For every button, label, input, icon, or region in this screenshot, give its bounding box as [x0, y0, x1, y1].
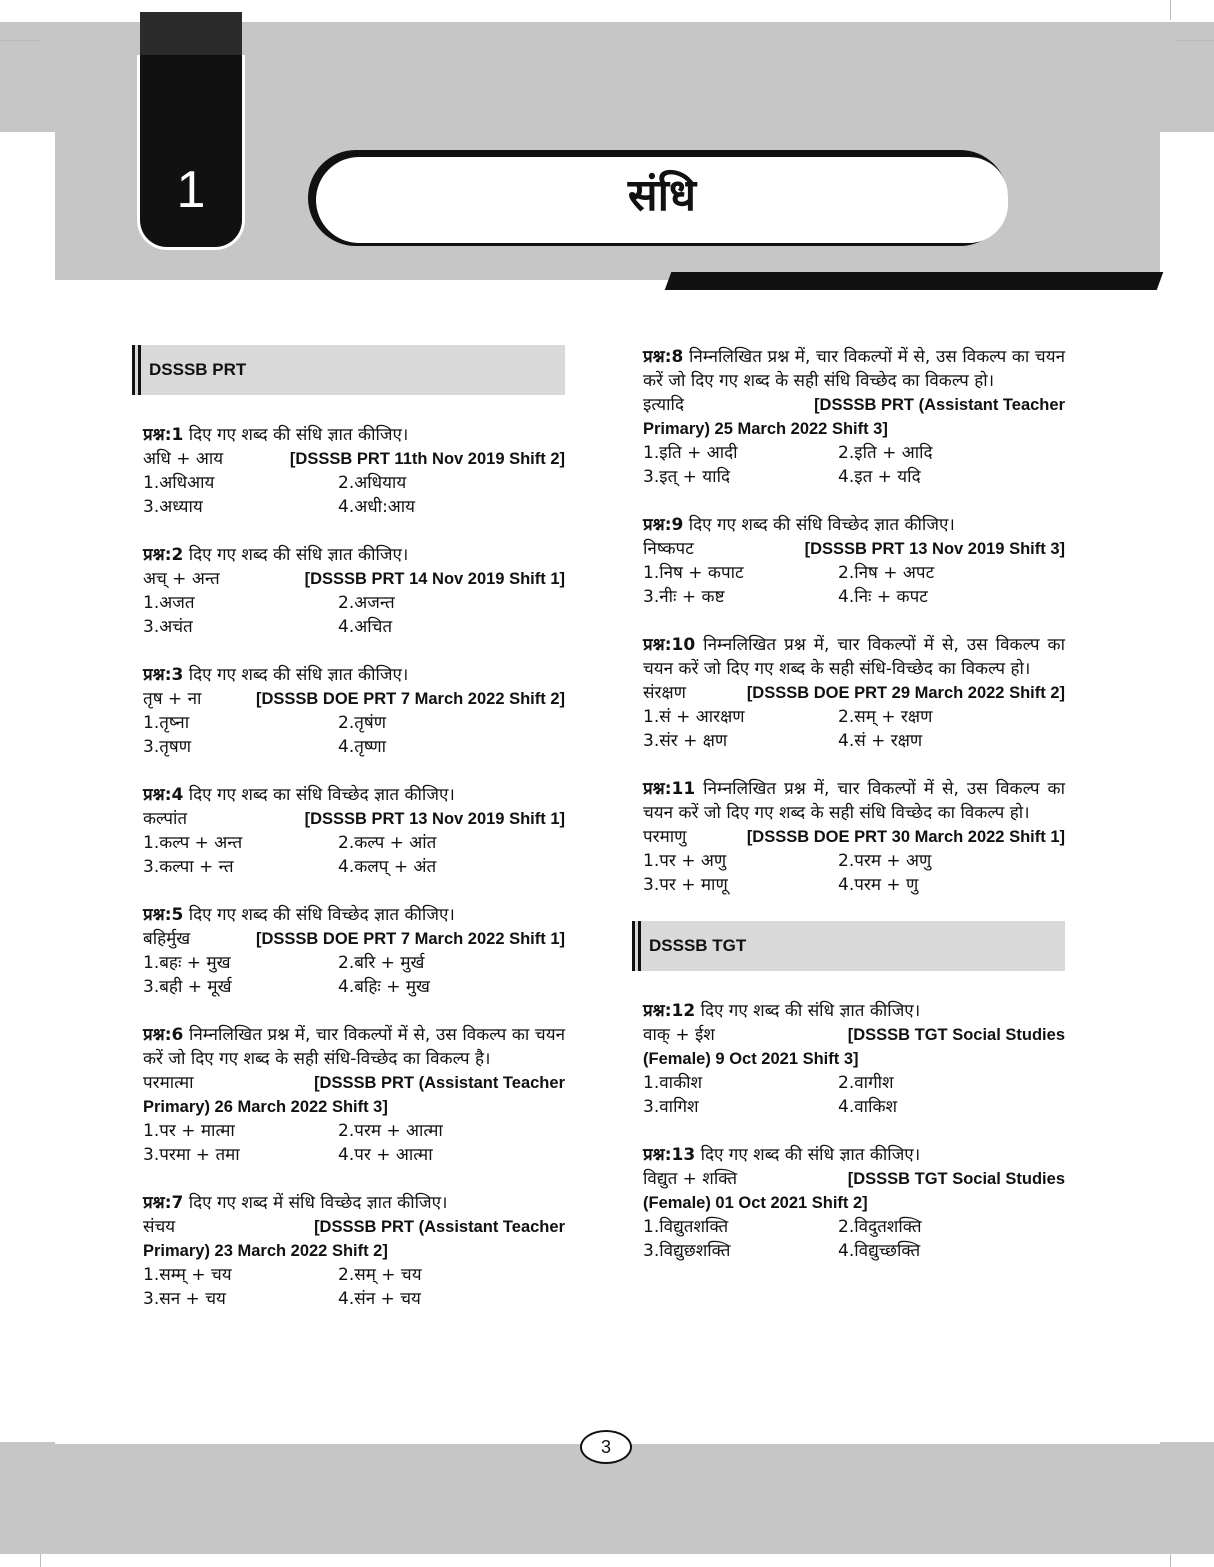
option: 2.कल्प + आंत: [338, 833, 437, 853]
left-column: [143, 345, 565, 1335]
question-source: [DSSSB PRT (Assistant Teacher: [314, 1074, 565, 1092]
chapter-number: 1: [176, 161, 206, 219]
option: 2.बरि + मुर्ख: [338, 953, 425, 973]
question-text: दिए गए शब्द की संधि ज्ञात कीजिए।: [188, 545, 409, 565]
option: 2.विदुतशक्ति: [838, 1217, 922, 1237]
question-text: दिए गए शब्द की संधि ज्ञात कीजिए।: [700, 1001, 921, 1021]
option: 1.पर + अणु: [643, 851, 727, 871]
section-header: [135, 345, 565, 395]
option: 2.अजन्त: [338, 593, 395, 613]
question-source: [DSSSB TGT Social Studies: [847, 1026, 1065, 1044]
question-text: दिए गए शब्द की संधि विच्छेद ज्ञात कीजिए।: [688, 515, 955, 535]
question: [143, 543, 565, 639]
question-label: प्रश्न:2: [143, 545, 184, 565]
question-text: दिए गए शब्द की संधि ज्ञात कीजिए।: [188, 425, 409, 445]
question-label: प्रश्न:1: [143, 425, 184, 445]
question: [143, 423, 565, 519]
question-source: [DSSSB PRT (Assistant Teacher: [314, 1218, 565, 1236]
question-text: दिए गए शब्द की संधि विच्छेद ज्ञात कीजिए।: [188, 905, 455, 925]
page-number: 3: [580, 1430, 632, 1464]
question-source: [DSSSB PRT (Assistant Teacher: [814, 396, 1065, 414]
question: [643, 1143, 1065, 1263]
question-label: प्रश्न:7: [143, 1193, 184, 1213]
option: 1.वाकीश: [643, 1073, 703, 1093]
crop-mark: [0, 40, 40, 41]
question-word: संरक्षण: [643, 683, 686, 703]
option: 3.सन + चय: [143, 1289, 226, 1309]
option: 4.तृष्णा: [338, 737, 387, 757]
option: 4.पर + आत्मा: [338, 1145, 433, 1165]
option: 1.पर + मात्मा: [143, 1121, 235, 1141]
question: [643, 345, 1065, 489]
question-source: [DSSSB PRT 11th Nov 2019 Shift 2]: [289, 450, 565, 468]
question-source-cont: (Female) 9 Oct 2021 Shift 3]: [643, 1050, 859, 1068]
option: 1.तृष्ना: [143, 713, 190, 733]
option: 1.सं + आरक्षण: [643, 707, 745, 727]
question: [143, 783, 565, 879]
question-label: प्रश्न:4: [143, 785, 184, 805]
question-text: निम्नलिखित प्रश्न में, चार विकल्पों में से, उस विकल्प का चयन करें जो दिए गए शब्द के सही संधि-विच्छेद का विकल्प हो।: [643, 635, 1066, 679]
question: [643, 513, 1065, 609]
question: [643, 777, 1065, 897]
question: [143, 663, 565, 759]
option: 3.वागिश: [643, 1097, 699, 1117]
question: [143, 1191, 565, 1311]
question-word: कल्पांत: [143, 809, 188, 829]
crop-mark: [1174, 40, 1214, 41]
option: 4.बहिः + मुख: [338, 977, 430, 997]
question-source: [DSSSB DOE PRT 7 March 2022 Shift 2]: [256, 690, 565, 708]
option: 2.सम् + रक्षण: [838, 707, 933, 727]
question-word: निष्कपट: [643, 539, 694, 559]
question-source: [DSSSB TGT Social Studies: [847, 1170, 1065, 1188]
option: 1.कल्प + अन्त: [143, 833, 243, 853]
option: 4.संन + चय: [338, 1289, 421, 1309]
question: [643, 999, 1065, 1119]
question-word: संचय: [143, 1217, 176, 1237]
option: 1.अजत: [143, 593, 195, 613]
question-text: निम्नलिखित प्रश्न में, चार विकल्पों में से, उस विकल्प का चयन करें जो दिए गए शब्द के सही संधि विच्छेद का विकल्प हो।: [643, 347, 1066, 391]
option: 3.परमा + तमा: [143, 1145, 240, 1165]
section-title: DSSSB PRT: [149, 360, 247, 379]
question-word: परमात्मा: [143, 1073, 194, 1093]
option: 3.बही + मूर्ख: [143, 977, 232, 997]
option: 2.परम + अणु: [838, 851, 932, 871]
question-source: [DSSSB DOE PRT 29 March 2022 Shift 2]: [746, 684, 1065, 702]
option: 2.तृषंण: [338, 713, 387, 733]
question: [643, 633, 1065, 753]
option: 3.नीः + कष्ट: [643, 587, 725, 607]
crop-mark: [1170, 0, 1171, 20]
question-label: प्रश्न:6: [143, 1025, 184, 1045]
option: 3.तृषण: [143, 737, 192, 757]
question-text: दिए गए शब्द का संधि विच्छेद ज्ञात कीजिए।: [188, 785, 455, 805]
question-word: वाक् + ईश: [643, 1025, 715, 1045]
section-title: DSSSB TGT: [649, 936, 747, 955]
option: 3.कल्पा + न्त: [143, 857, 234, 877]
option: 3.अध्याय: [143, 497, 203, 517]
question-source: [DSSSB PRT 13 Nov 2019 Shift 3]: [804, 540, 1065, 558]
option: 1.सम्म् + चय: [143, 1265, 232, 1285]
question-label: प्रश्न:12: [643, 1001, 696, 1021]
question-word: परमाणु: [643, 827, 687, 847]
header-stripe: [665, 272, 1164, 290]
option: 4.कलप् + अंत: [338, 857, 437, 877]
question: [143, 903, 565, 999]
question-source: [DSSSB PRT 14 Nov 2019 Shift 1]: [304, 570, 565, 588]
option: 1.बहः + मुख: [143, 953, 231, 973]
section-header: [635, 921, 1065, 971]
option: 4.विद्युच्छक्ति: [838, 1241, 921, 1261]
option: 4.निः + कपट: [838, 587, 928, 607]
question-label: प्रश्न:5: [143, 905, 184, 925]
question-word: अधि + आय: [143, 449, 224, 469]
question-label: प्रश्न:10: [643, 635, 696, 655]
question-text: दिए गए शब्द की संधि ज्ञात कीजिए।: [188, 665, 409, 685]
question-label: प्रश्न:9: [643, 515, 684, 535]
question-source: [DSSSB PRT 13 Nov 2019 Shift 1]: [304, 810, 565, 828]
question-label: प्रश्न:8: [643, 347, 684, 367]
question-text: दिए गए शब्द में संधि विच्छेद ज्ञात कीजिए।: [188, 1193, 448, 1213]
question-word: अच् + अन्त: [143, 569, 220, 589]
option: 2.वागीश: [838, 1073, 894, 1093]
question-word: तृष + ना: [143, 689, 202, 709]
option: 3.पर + माणू: [643, 875, 728, 895]
question-text: दिए गए शब्द की संधि ज्ञात कीजिए।: [700, 1145, 921, 1165]
question-label: प्रश्न:3: [143, 665, 184, 685]
option: 4.वाकिश: [838, 1097, 898, 1117]
question-word: बहिर्मुख: [143, 929, 191, 949]
option: 2.परम + आत्मा: [338, 1121, 443, 1141]
question-word: विद्युत + शक्ति: [643, 1169, 738, 1189]
option: 4.परम + णु: [838, 875, 919, 895]
option: 1.अधिआय: [143, 473, 215, 493]
question-label: प्रश्न:11: [643, 779, 696, 799]
question-source-cont: Primary) 26 March 2022 Shift 3]: [143, 1098, 388, 1116]
question-source-cont: Primary) 23 March 2022 Shift 2]: [143, 1242, 388, 1260]
option: 1.इति + आदी: [643, 443, 738, 463]
option: 4.सं + रक्षण: [838, 731, 923, 751]
question-word: इत्यादि: [643, 395, 684, 415]
right-column: [643, 345, 1065, 1287]
option: 4.अचित: [338, 617, 393, 637]
option: 3.अचंत: [143, 617, 193, 637]
question: [143, 1023, 565, 1167]
question-source-cont: (Female) 01 Oct 2021 Shift 2]: [643, 1194, 868, 1212]
option: 4.अधी:आय: [338, 497, 416, 517]
option: 2.इति + आदि: [838, 443, 933, 463]
question-text: निम्नलिखित प्रश्न में, चार विकल्पों में से, उस विकल्प का चयन करें जो दिए गए शब्द के सही संधि विच्छेद का विकल्प हो।: [643, 779, 1066, 823]
option: 3.संर + क्षण: [643, 731, 728, 751]
option: 3.इत् + यादि: [643, 467, 731, 487]
chapter-title: संधि: [627, 170, 697, 221]
option: 2.निष + अपट: [838, 563, 935, 583]
question-source-cont: Primary) 25 March 2022 Shift 3]: [643, 420, 888, 438]
option: 1.विद्युतशक्ति: [643, 1217, 729, 1237]
option: 4.इत + यदि: [838, 467, 921, 487]
option: 2.सम् + चय: [338, 1265, 422, 1285]
option: 1.निष + कपाट: [643, 563, 744, 583]
question-source: [DSSSB DOE PRT 30 March 2022 Shift 1]: [746, 828, 1065, 846]
question-text: निम्नलिखित प्रश्न में, चार विकल्पों में से, उस विकल्प का चयन करें जो दिए गए शब्द के सही संधि-विच्छेद का विकल्प है।: [143, 1025, 566, 1069]
option: 3.विद्युछशक्ति: [643, 1241, 731, 1261]
question-source: [DSSSB DOE PRT 7 March 2022 Shift 1]: [256, 930, 565, 948]
question-label: प्रश्न:13: [643, 1145, 696, 1165]
option: 2.अधियाय: [338, 473, 407, 493]
chapter-tab: [137, 55, 245, 250]
